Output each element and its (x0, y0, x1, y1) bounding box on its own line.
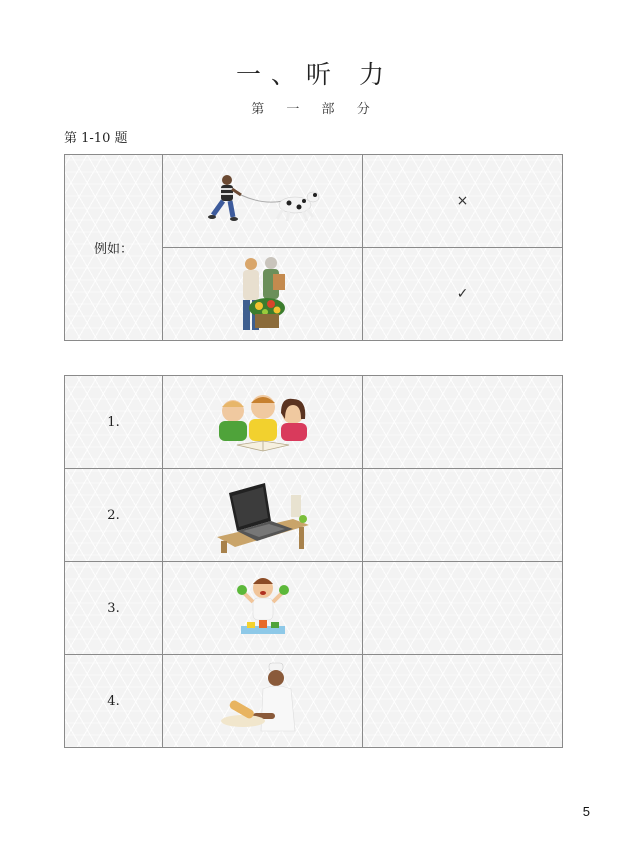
example-picture-cell (163, 248, 363, 341)
question-picture-cell (163, 562, 363, 655)
question-picture-cell (163, 655, 363, 748)
couple-with-vegetable-basket-image (233, 254, 293, 334)
question-picture-cell (163, 376, 363, 469)
answer-cell[interactable] (363, 376, 563, 469)
question-picture-cell (163, 469, 363, 562)
answer-cell[interactable] (363, 562, 563, 655)
question-number: 2. (65, 469, 163, 562)
answer-cell[interactable] (363, 469, 563, 562)
chef-with-bread-image (213, 661, 313, 741)
question-row (65, 655, 563, 748)
question-row (65, 376, 563, 469)
example-table (64, 154, 563, 341)
question-row (65, 562, 563, 655)
questions-table (64, 375, 563, 748)
question-number: 3. (65, 562, 163, 655)
example-picture-cell (163, 155, 363, 248)
laptop-on-desk-image (213, 475, 313, 555)
question-number: 4. (65, 655, 163, 748)
question-range: 第 1-10 题 (64, 131, 128, 146)
answer-cell[interactable] (363, 655, 563, 748)
part-subtitle: 第 一 部 分 (251, 102, 379, 117)
children-reading-book-image (213, 389, 313, 455)
question-number: 1. (65, 376, 163, 469)
false-mark: × (363, 155, 563, 248)
example-row (65, 155, 563, 248)
true-mark: ✓ (363, 248, 563, 341)
question-row (65, 469, 563, 562)
example-label: 例如： (65, 155, 163, 341)
girl-with-painted-hands-image (233, 570, 293, 646)
page-number: 5 (582, 804, 590, 819)
section-title: 一、听 力 (236, 60, 394, 89)
man-walking-dog-image (203, 171, 323, 231)
